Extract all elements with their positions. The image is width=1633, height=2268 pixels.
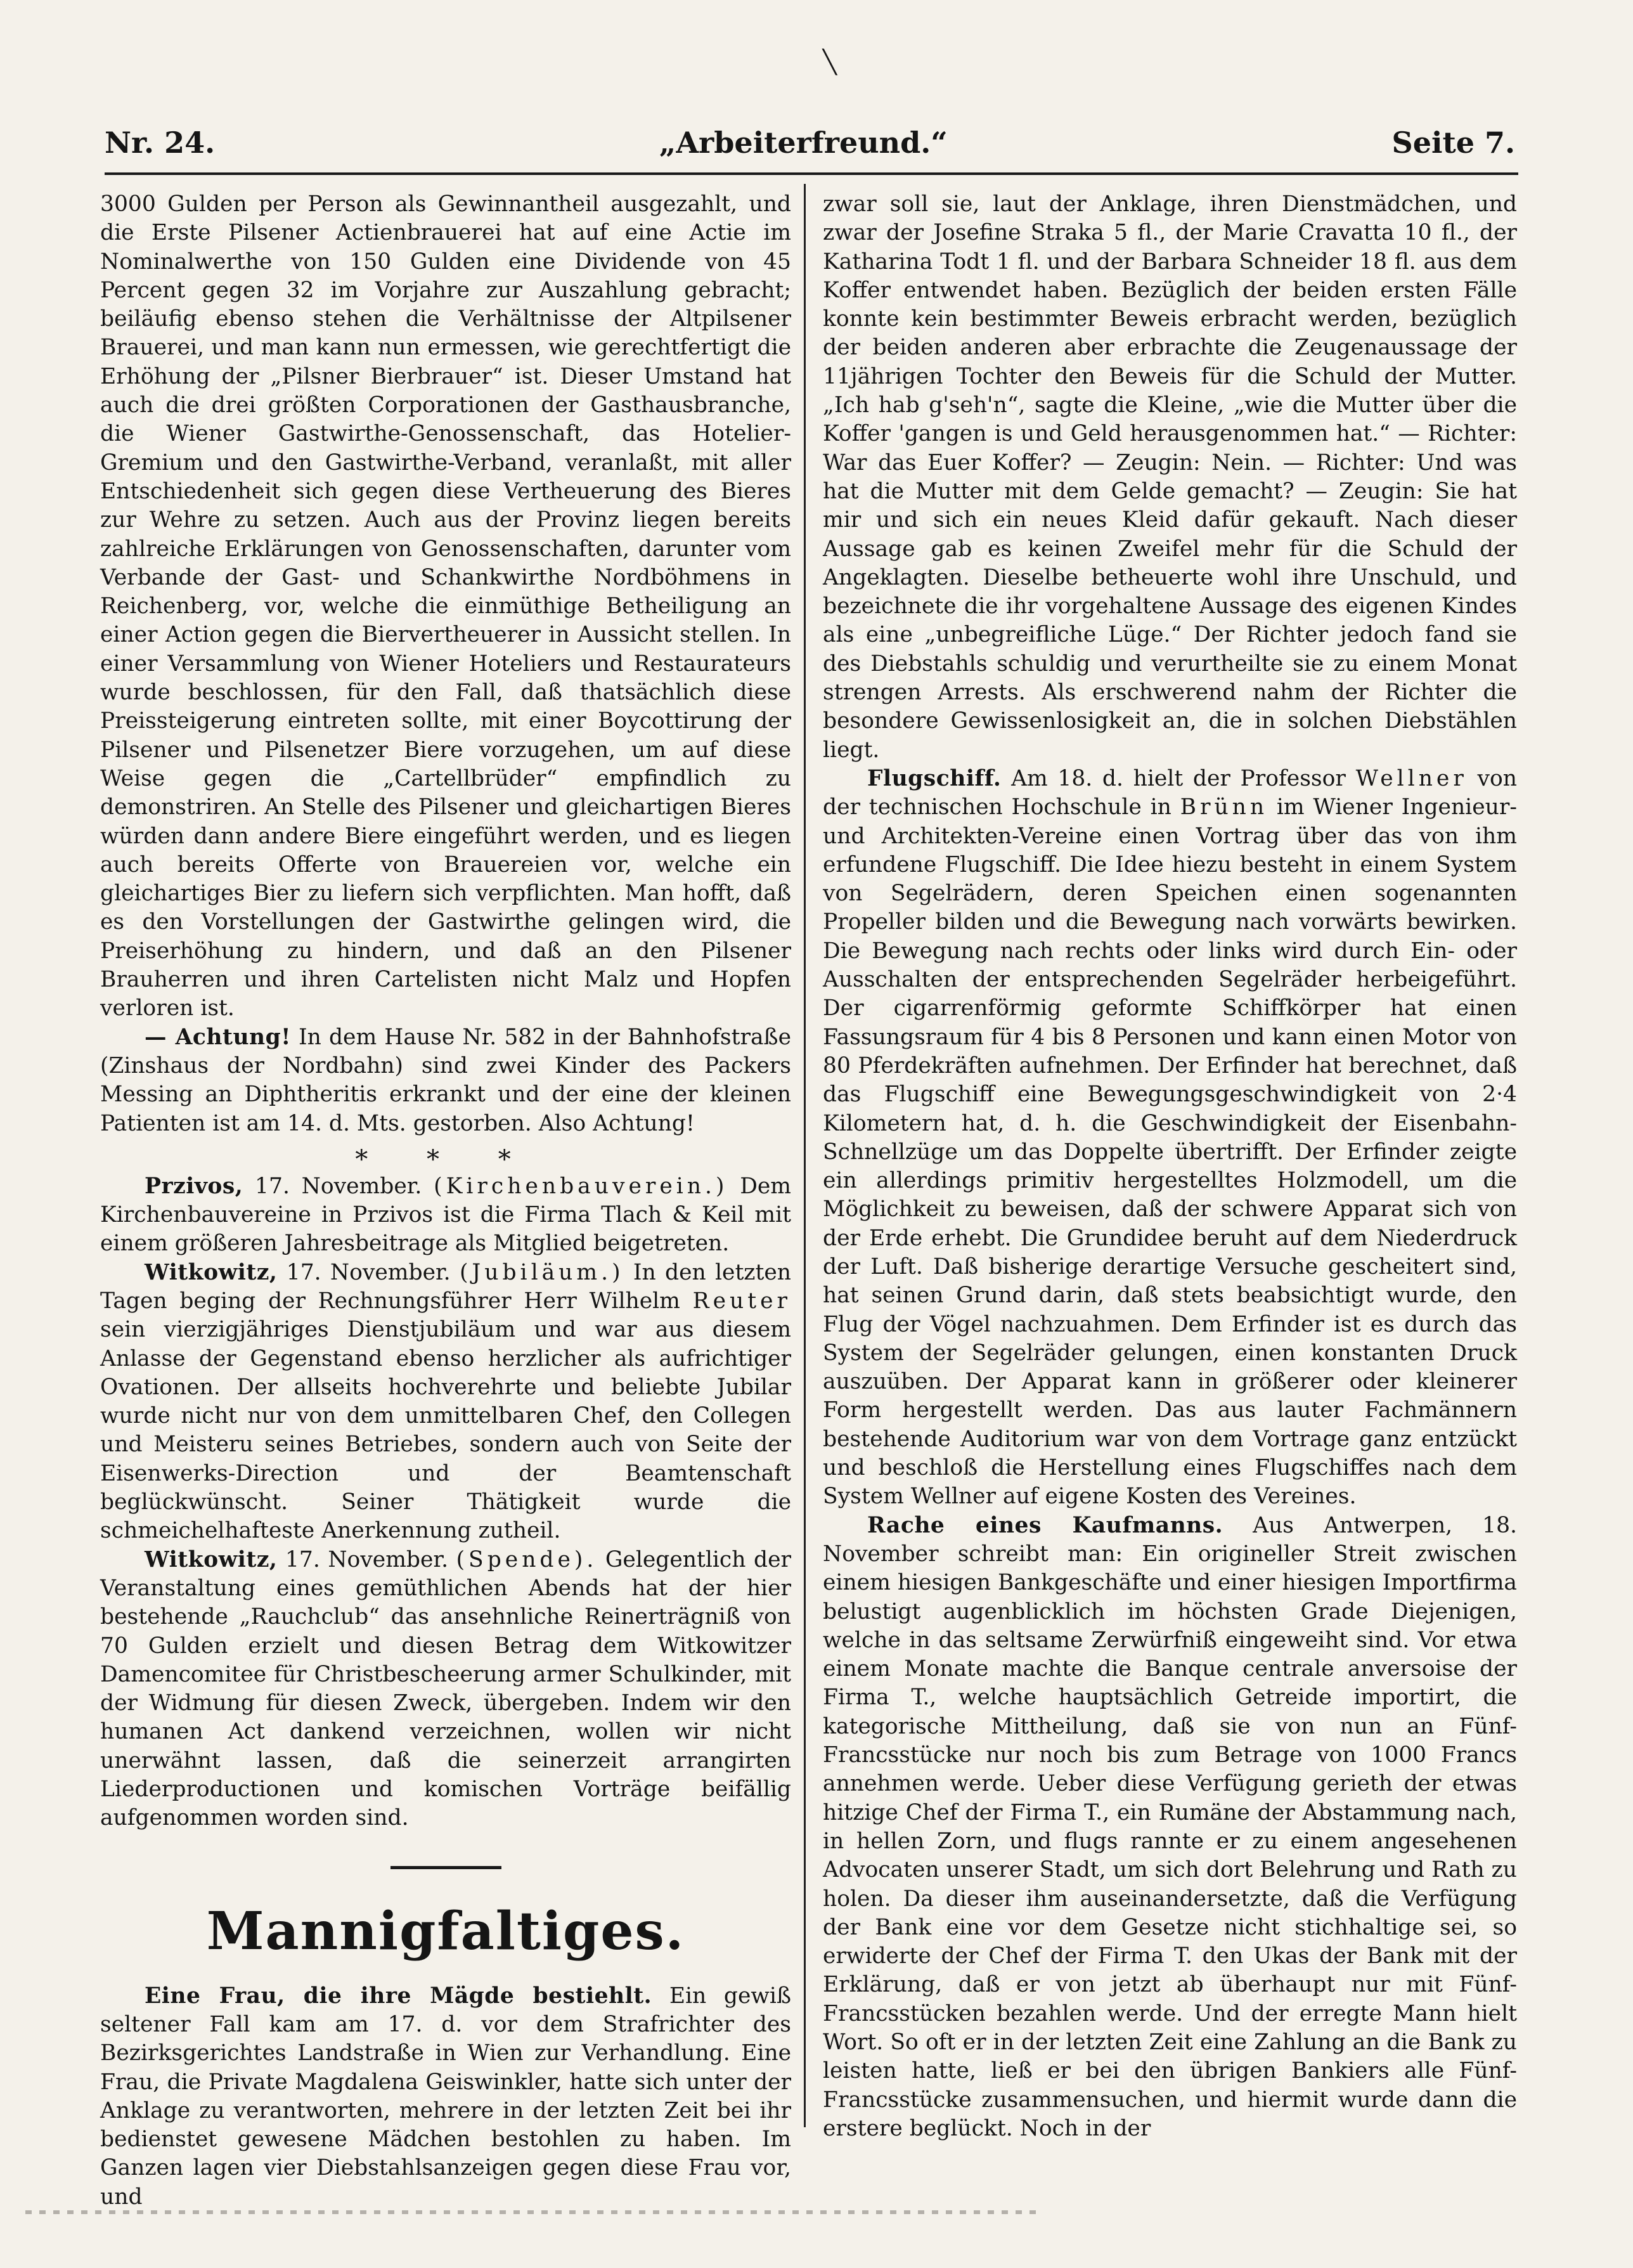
article-tag: (Jubiläum.) [459,1259,624,1285]
article-text: sein vierzigjähriges Dienstjubiläum und war aus diesem Anlasse der Gegenstand ebenso herzlicher als aufrichtiger Ovationen. Der allseits hochverehrte und beliebte Jubilar wurde nicht nur von dem unmittelbaren Chef, den Collegen und Meisteru seines Betriebes, sondern auch von Seite der Eisenwerks-Direction und der Beamtenschaft beglückwünscht. Seiner Thätigkeit wurde die schmeichelhafteste Anerkennung zutheil. [100,1317,791,1544]
article-przivos [100,1172,791,1259]
section-stars: * * * [355,1144,536,1174]
article-achtung [100,1023,791,1138]
article-frau-maegde [100,1982,791,2212]
person-name: Reuter [692,1288,791,1314]
page-header [105,117,1515,168]
article-rache-kaufmann [823,1512,1517,2144]
article-tag: (Spende). [456,1546,598,1572]
article-text: Gelegentlich der Veranstaltung eines gemüthlichen Abends hat der hier bestehende „Rauchclub“ das ansehnliche Reinerträgniß von 70 Gulden erzielt und diesen Betrag dem Witkowitzer Damencomitee für Christbescheerung armer Schulkinder, mit der Widmung für diesen Zweck, übergeben. Indem wir den humanen Act dankend verzeichnen, wollen wir nicht unerwähnt lassen, daß die seinerzeit arrangirten Liederproductionen und komischen Vorträge beifällig aufgenommen worden sind. [100,1546,791,1831]
article-text: 3000 Gulden per Person als Gewinnantheil ausgezahlt, und die Erste Pilsener Actienbrauerei hat auf eine Actie im Nominalwerthe von 150 Gulden eine Dividende von 45 Percent gegen 32 im Vorjahre zur Auszahlung gebracht; beiläufig ebenso stehen die Verhältnisse der Altpilsener Brauerei, und man kann nun ermessen, wie gerechtfertigt die Erhöhung der „Pilsner Bierbrauer“ ist. Dieser Umstand hat auch die drei größten Corporationen der Gasthausbranche, die Wiener Gastwirthe-Genossenschaft, das Hotelier-Gremium und den Gastwirthe-Verband, veranlaßt, mit aller Entschiedenheit sich gegen diese Vertheuerung des Bieres zur Wehre zu setzen. Auch aus der Provinz liegen bereits zahlreiche Erklärungen von Genossenschaften, darunter vom Verbande der Gast- und Schankwirthe Nordböhmens in Reichenberg, vor, welche die einmüthige Betheiligung an einer Action gegen die Biervertheuerer in Aussicht stellen. In einer Versammlung von Wiener Hoteliers und Restaurateurs wurde beschlossen, für den Fall, daß thatsächlich diese Preissteigerung eintreten sollte, mit einer Boycottirung der Pilsener und Pilsenetzer Biere vorzugehen, um auf diese Weise gegen die „Cartellbrüder“ empfindlich zu demonstriren. An Stelle des Pilsener und gleichartigen Bieres würden dann andere Biere eingeführt werden, und es liegen auch bereits Offerte von Brauereien vor, welche ein gleichartiges Bier zu liefern sich verpflichten. Man hofft, daß es den Vorstellungen der Gastwirthe gelingen wird, die Preiserhöhung zu hindern, und daß an den Pilsener Brauherren und ihren Cartelisten nicht Malz und Hopfen verloren ist. [100,191,791,1021]
city-name: Brünn [1180,794,1268,820]
page-number: Seite 7. [1391,126,1515,160]
left-column [100,190,791,2212]
article-date: 17. November. [277,1259,460,1285]
section-rule [390,1866,501,1869]
column-rule [804,184,806,2127]
article-date: 17. November. [277,1546,456,1572]
article-date: 17. November. [243,1173,434,1199]
article-text: Ein gewiß seltener Fall kam am 17. d. vor dem Strafrichter des Bezirksgerichtes Landstraße in Wien zur Verhandlung. Eine Frau, die Private Magdalena Geiswinkler, hatte sich unter der Anklage zu verantworten, mehrere in der letzten Zeit bei ihr bedienstet gewesene Mädchen bestohlen zu haben. Im Ganzen lagen vier Diebstahlsanzeigen gegen diese Frau vor, und [100,1983,791,2210]
article-text: Am 18. d. hielt der Professor [1001,765,1356,791]
header-rule [105,172,1518,175]
article-witkowitz-spende [100,1546,791,1833]
article-lead: Flugschiff. [867,765,1002,791]
article-text: In dem Hause Nr. 582 in der Bahnhofstraße (Zinshaus der Nordbahn) sind zwei Kinder des Packers Messing an Diphtheritis erkrankt und der eine der kleinen Patienten ist am 14. d. Mts. gestorben. Also Achtung! [100,1024,791,1136]
article-text: Aus Antwerpen, 18. November schreibt man: Ein origineller Streit zwischen einem hiesigen Bankgeschäfte und einer hiesigen Importfirma belustigt augenblicklich im höchsten Grade Diejenigen, welche in das seltsame Zerwürfniß eingeweiht sind. Vor etwa einem Monate machte die Banque centrale anversoise der Firma T., welche hauptsächlich Getreide importirt, die kategorische Mittheilung, daß sie von nun an Fünf-Francsstücke nur noch bis zum Betrage von 1000 Francs annehmen werde. Ueber diese Verfügung gerieth der etwas hitzige Chef der Firma T., ein Rumäne der Abstammung nach, in hellen Zorn, und flugs rannte er zu einem angesehenen Advocaten unserer Stadt, um sich dort Belehrung und Rath zu holen. Da dieser ihm auseinandersetzte, daß die Verfügung der Bank eine vor dem Gesetze nicht stichhaltige sei, so erwiderte der Chef der Firma T. den Ukas der Bank mit der Erklärung, daß er von jetzt ab überhaupt nur mit Fünf-Francsstücken bezahlen werde. Und der erregte Mann hielt Wort. So oft er in der letzten Zeit eine Zahlung an die Bank zu leisten hatte, ließ er bei den übrigen Bankiers alle Fünf-Francsstücke zusammensuchen, und hiermit wurde dann die erstere beglückt. Noch in der [823,1512,1517,2141]
article-lead: Przivos, [145,1173,243,1199]
article-lead: Eine Frau, die ihre Mägde bestiehlt. [145,1983,652,2009]
article-text: Dem Kirchenbauvereine in Przivos ist die Firma Tlach & Keil mit einem größeren Jahresbeitrage als Mitglied beigetreten. [100,1173,791,1257]
article-text: In den letzten Tagen beging der Rechnungsführer Herr Wilhelm [100,1259,791,1314]
article-lead: — Achtung! [145,1024,291,1050]
article-witkowitz-jubilaeum [100,1259,791,1546]
article-lead: Rache eines Kaufmanns. [867,1512,1223,1538]
article-text: von der technischen Hochschule in [823,765,1517,820]
person-name: Wellner [1355,765,1468,791]
article-beer-prices [100,190,791,1023]
issue-number: Nr. 24. [105,126,216,160]
ink-mark: ╲ [823,49,837,75]
article-tag: (Kirchenbauverein.) [434,1173,728,1199]
newspaper-title: „Arbeiterfreund.“ [659,126,948,160]
article-text: zwar soll sie, laut der Anklage, ihren Dienstmädchen, und zwar der Josefine Straka 5 fl., der Marie Cravatta 10 fl., der Katharina Todt 1 fl. und der Barbara Schneider 18 fl. aus dem Koffer entwendet haben. Bezüglich der beiden ersten Fälle konnte kein bestimmter Beweis erbracht werden, bezüglich der beiden anderen aber erbrachte die Zeugenaussage der 11jährigen Tochter den Beweis für die Schuld der Mutter. „Ich hab g'seh'n“, sagte die Kleine, „wie die Mutter über die Koffer 'gangen is und Geld herausgenommen hat.“ — Richter: War das Euer Koffer? — Zeugin: Nein. — Richter: Und was hat die Mutter mit dem Gelde gemacht? — Zeugin: Sie hat mir und sich ein neues Kleid dafür gekauft. Nach dieser Aussage gab es keinen Zweifel mehr für die Schuld der Angeklagten. Dieselbe betheuerte wohl ihre Unschuld, und bezeichnete die ihr vorgehaltene Aussage des eigenen Kindes als eine „unbegreifliche Lüge.“ Der Richter jedoch fand sie des Diebstahls schuldig und verurtheilte sie zu einem Monat strengen Arrests. Als erschwerend nahm der Richter die besondere Gewissenlosigkeit an, die in solchen Diebstählen liegt. [823,191,1517,763]
article-text: im Wiener Ingenieur- und Architekten-Vereine einen Vortrag über das von ihm erfundene Flugschiff. Die Idee hiezu besteht in einem System von Segelrädern, deren Speichen einen sogenannten Propeller bilden und die Bewegung nach vorwärts bewirken. Die Bewegung nach rechts oder links wird durch Ein- oder Ausschalten der entsprechenden Segelräder herbeigeführt. Der cigarrenförmig geformte Schiffkörper hat einen Fassungsraum für 4 bis 8 Personen und kann einen Motor von 80 Pferdekräften aufnehmen. Der Erfinder hat berechnet, daß das Flugschiff eine Bewegungsgeschwindigkeit von 2·4 Kilometern hat, d. h. die Geschwindigkeit der Eisenbahn-Schnellzüge um das Doppelte übertrifft. Der Erfinder zeigte ein allerdings primitiv hergestelltes Holzmodell, um die Möglichkeit zu beweisen, daß der schwere Apparat sich von der Erde erhebt. Die Grundidee beruht auf dem Niederdruck der Luft. Daß bisherige derartige Versuche gescheitert sind, hat seinen Grund darin, daß stets beabsichtigt wurde, den Flug der Vögel nachzuahmen. Dem Erfinder ist es durch das System der Segelräder gelungen, einen konstanten Druck auszuüben. Der Apparat kann in größerer oder kleinerer Form hergestellt werden. Das aus lauter Fachmännern bestehende Auditorium war von dem Vortrage ganz entzückt und beschloß die Herstellung eines Flugschiffes nach dem System Wellner auf eigene Kosten des Vereines. [823,794,1517,1510]
print-edge-noise [25,2210,1040,2214]
article-frau-maegde-cont [823,190,1517,765]
section-title: Mannigfaltiges. [206,1900,685,1962]
article-lead: Witkowitz, [145,1546,278,1572]
article-flugschiff [823,765,1517,1512]
article-lead: Witkowitz, [145,1259,278,1285]
right-column [823,190,1517,2143]
